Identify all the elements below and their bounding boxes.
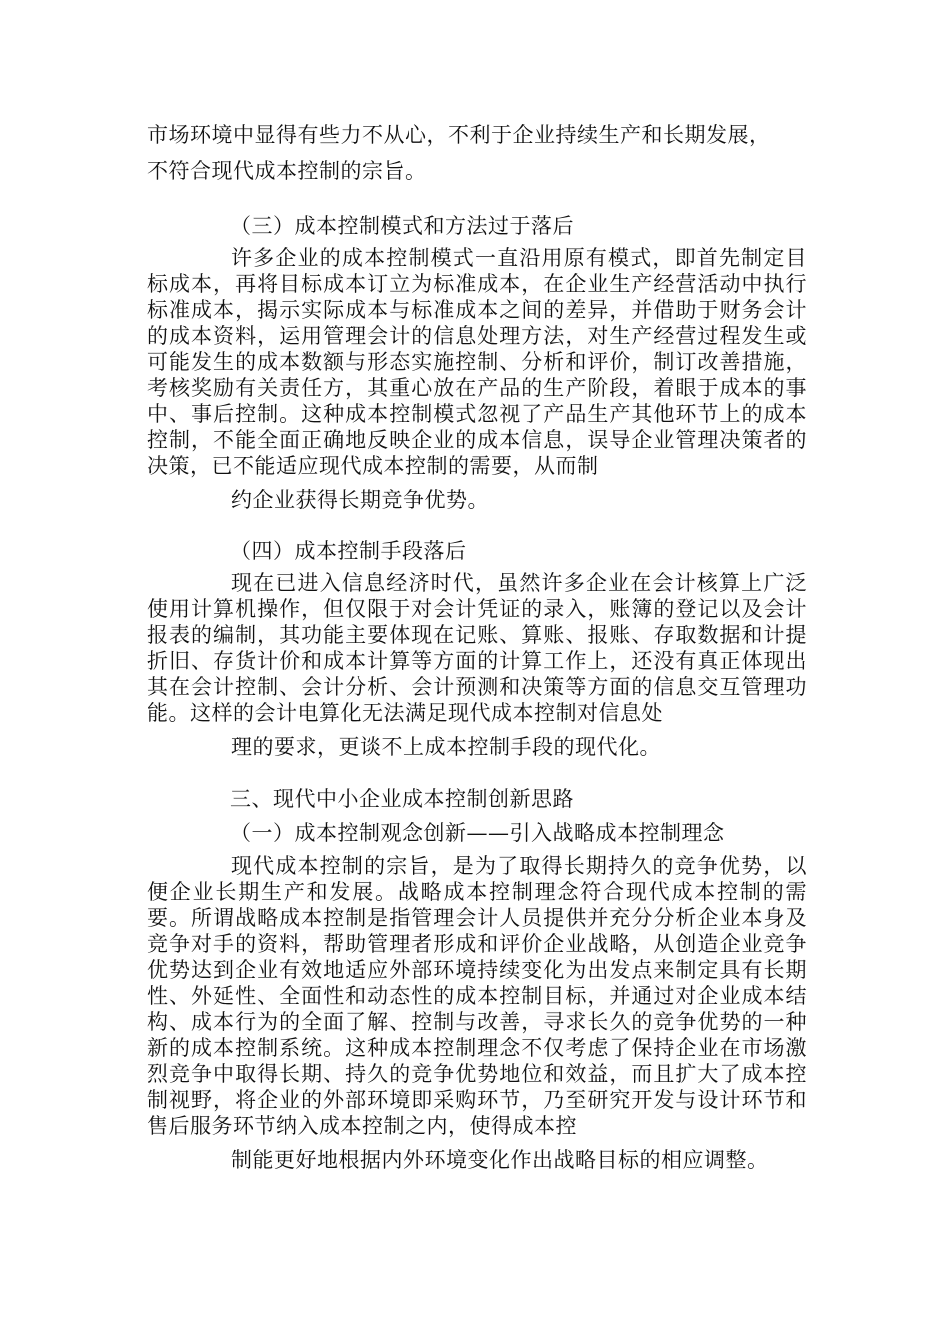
paragraph-body: 许多企业的成本控制模式一直沿用原有模式，即首先制定目标成本，再将目标成本订立为标准成本，在企业生产经营活动中执行标准成本，揭示实际成本与标准成本之间的差异，并借助于财务会计的成本资料，运用管理会计的信息处理方法，对生产经营过程发生或可能发生的成本数额与形态实施控制、分析和评价，制订改善措施，考核奖励有关责任方，其重心放在产品的生产阶段，着眼于成本的事中、事后控制。这种成本控制模式忽视了产品生产其他环节上的成本控制，不能全面正确地反映企业的成本信息，误导企业管理决策者的决策，已不能适应现代成本控制的需要，从而制 [147,246,807,478]
paragraph-continuation [147,122,807,184]
paragraph-body: 现在已进入信息经济时代，虽然许多企业在会计核算上广泛使用计算机操作，但仅限于对会计凭证的录入，账簿的登记以及会计报表的编制，其功能主要体现在记账、算账、报账、存取数据和计提折旧、存货计价和成本计算等方面的计算工作上，还没有真正体现出其在会计控制、会计分析、会计预测和决策等方面的信息交互管理功能。这样的会计电算化无法满足现代成本控制对信息处 [147,571,807,725]
text-line: 不符合现代成本控制的宗旨。 [147,159,427,183]
section-heading-1: （一）成本控制观念创新——引入战略成本控制理念 [230,821,725,845]
paragraph-body: 现代成本控制的宗旨，是为了取得长期持久的竞争优势，以便企业长期生产和发展。战略成本控制理念符合现代成本控制的需要。所谓战略成本控制是指管理会计人员提供并充分分析企业本身及竞争对手的资料，帮助管理者形成和评价企业战略，从创造企业竞争优势达到企业有效地适应外部环境持续变化为出发点来制定具有长期性、外延性、全面性和动态性的成本控制目标，并通过对企业成本结构、成本行为的全面了解、控制与改善，寻求长久的竞争优势的一种新的成本控制系统。这种成本控制理念不仅考虑了保持企业在市场激烈竞争中取得长期、持久的竞争优势地位和效益，而且扩大了成本控制视野，将企业的外部环境即采购环节，乃至研究开发与设计环节和售后服务环节纳入成本控制之内，使得成本控 [147,854,807,1138]
paragraph-last-line: 制能更好地根据内外环境变化作出战略目标的相应调整。 [231,1148,769,1172]
paragraph-last-line: 理的要求，更谈不上成本控制手段的现代化。 [231,735,661,759]
paragraph-last-line: 约企业获得长期竞争优势。 [231,488,489,512]
paragraph-cost-control-model [147,245,807,513]
paragraph-strategic-cost-control [147,853,807,1173]
section-heading-3: （三）成本控制模式和方法过于落后 [230,214,574,238]
text-line: 市场环境中显得有些力不从心，不利于企业持续生产和长期发展， [147,123,771,147]
section-heading-4: （四）成本控制手段落后 [230,539,467,563]
paragraph-cost-control-means [147,570,807,760]
chapter-heading: 三、现代中小企业成本控制创新思路 [230,787,574,811]
